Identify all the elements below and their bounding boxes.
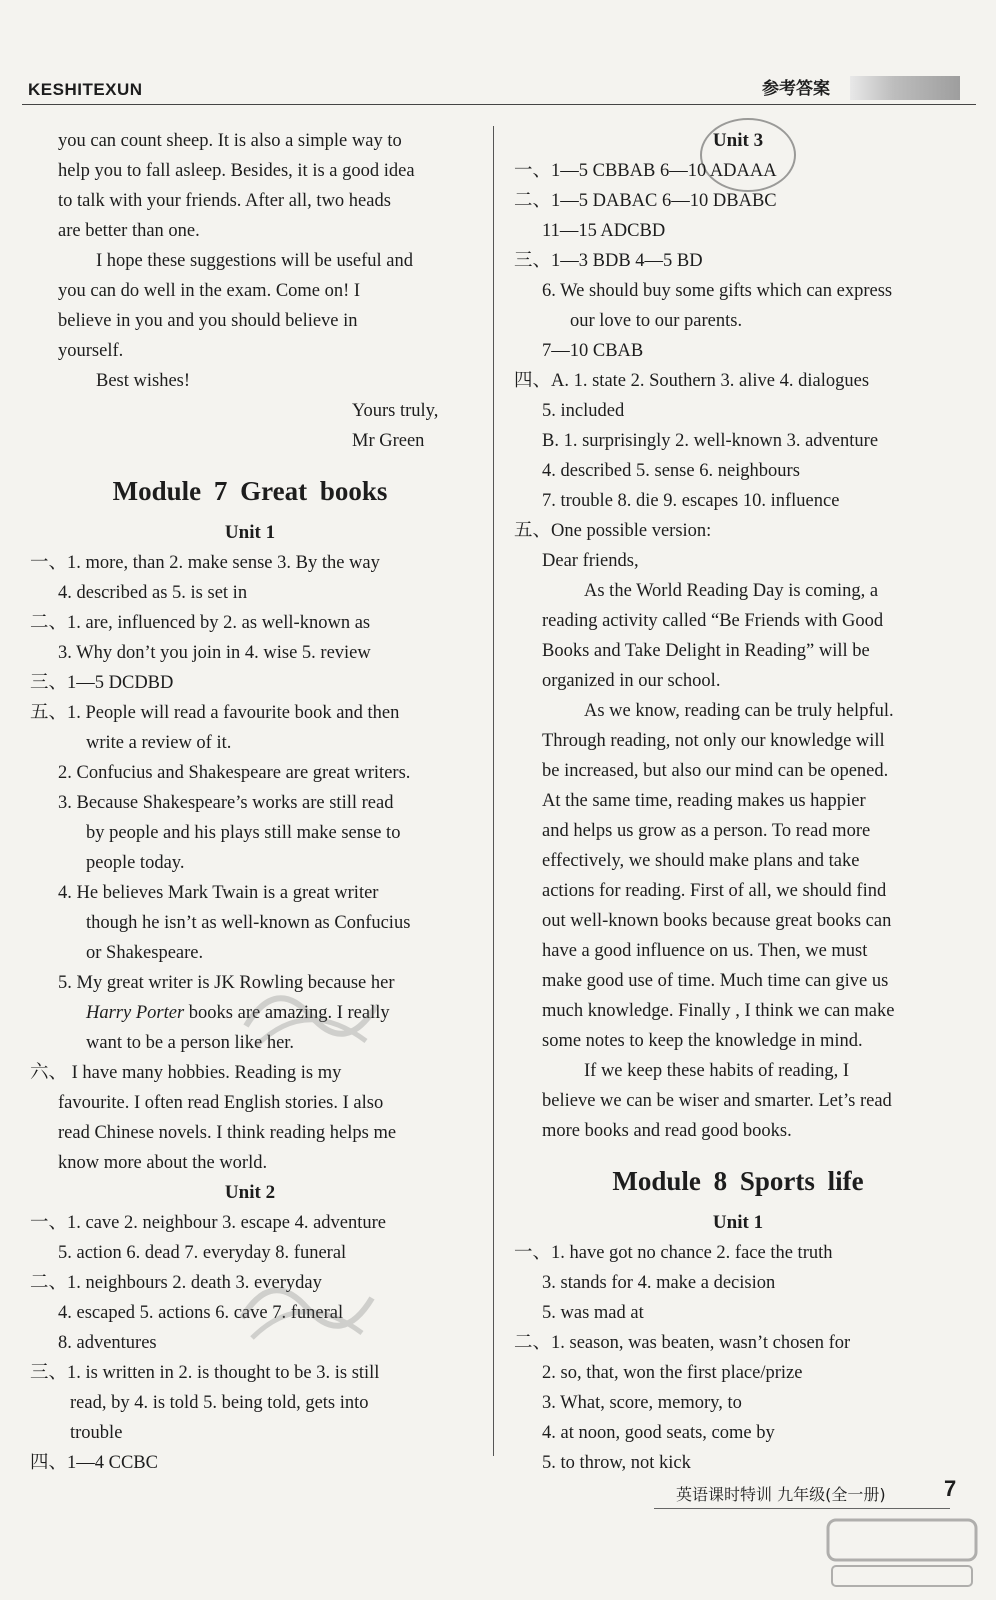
answer-line: our love to our parents. [570,311,743,331]
answer-line: 5. My great writer is JK Rowling because her [58,973,395,993]
answer-line: 8. adventures [58,1333,157,1353]
answer-line: 二、1. are, influenced by 2. as well-known as [30,613,371,633]
letter-line: you can do well in the exam. Come on! I [58,281,361,301]
answer-line: 4. He believes Mark Twain is a great writer [58,883,379,903]
answer-line: 3. Why don’t you join in 4. wise 5. review [58,643,371,663]
essay-line: reading activity called “Be Friends with Good [542,611,884,631]
answer-line: 5. to throw, not kick [542,1453,691,1473]
watermark-graphic [236,966,386,1056]
footer-book-title: 英语课时特训 九年级(全一册) [676,1485,886,1504]
essay-line: As the World Reading Day is coming, a [584,581,879,601]
module-8-title: Module 8 Sports life [612,1166,864,1196]
essay-line: organized in our school. [542,671,721,691]
answer-line: 2. Confucius and Shakespeare are great writers. [58,763,411,783]
letter-signoff: Yours truly, [352,401,439,421]
page-number: 7 [944,1476,957,1501]
essay-line: much knowledge. Finally , I think we can make [542,1001,895,1021]
essay-line: effectively, we should make plans and take [542,851,860,871]
answer-line: 7—10 CBAB [542,341,644,361]
answer-line: though he isn’t as well-known as Confucius [86,913,411,933]
answer-line: trouble [70,1423,123,1443]
answer-line: people today. [86,853,185,873]
answer-line: 六、 I have many hobbies. Reading is my [30,1063,342,1083]
header-section-title: 参考答案 [762,79,830,99]
answer-line: 4. described 5. sense 6. neighbours [542,461,800,481]
answer-line: 四、A. 1. state 2. Southern 3. alive 4. dialogues [514,371,870,391]
letter-signature: Mr Green [352,431,425,451]
book-title: Harry Porter [86,1003,185,1023]
site-logo-watermark [822,1512,982,1592]
essay-line: more books and read good books. [542,1121,792,1141]
header-rule [22,104,976,105]
letter-line: I hope these suggestions will be useful and [96,251,414,271]
answer-line: 3. stands for 4. make a decision [542,1273,776,1293]
answer-line: 5. included [542,401,625,421]
answer-text: books are amazing. I really [184,1003,390,1023]
answer-line: 一、1. have got no chance 2. face the truth [514,1243,833,1263]
letter-line: yourself. [58,341,124,361]
answer-line: Dear friends, [542,551,639,571]
letter-line: to talk with your friends. After all, two heads [58,191,391,211]
letter-line: you can count sheep. It is also a simple way to [58,131,402,151]
answer-line: 二、1. neighbours 2. death 3. everyday [30,1273,322,1293]
answer-line: 一、1. more, than 2. make sense 3. By the way [30,553,380,573]
essay-line: be increased, but also our mind can be opened. [542,761,889,781]
watermark-graphic [232,1258,382,1348]
answer-line: 7. trouble 8. die 9. escapes 10. influence [542,491,840,511]
answer-line: 6. We should buy some gifts which can express [542,281,893,301]
letter-closing: Best wishes! [96,371,191,391]
answer-line: 五、1. People will read a favourite book and then [30,703,400,723]
unit-3-title: Unit 3 [712,130,764,151]
answer-line: read, by 4. is told 5. being told, gets into [70,1393,369,1413]
letter-line: believe in you and you should believe in [58,311,358,331]
answer-line: read Chinese novels. I think reading helps me [58,1123,397,1143]
answer-line: B. 1. surprisingly 2. well-known 3. adventure [542,431,879,451]
letter-line: are better than one. [58,221,200,241]
module-7-title: Module 7 Great books [112,476,388,506]
letter-line: help you to fall asleep. Besides, it is a good idea [58,161,415,181]
answer-line: 四、1—4 CCBC [30,1453,158,1473]
header-brand: KESHITEXUN [28,80,143,99]
answer-line: 一、1—5 CBBAB 6—10 ADAAA [514,161,777,181]
answer-line: by people and his plays still make sense to [86,823,401,843]
answer-line: 五、One possible version: [514,521,712,541]
answer-line: 4. escaped 5. actions 6. cave 7. funeral [58,1303,344,1323]
essay-line: At the same time, reading makes us happier [542,791,866,811]
answer-line: want to be a person like her. [86,1033,295,1053]
essay-line: some notes to keep the knowledge in mind. [542,1031,863,1051]
essay-line: have a good influence on us. Then, we must [542,941,868,961]
answer-line: 3. Because Shakespeare’s works are still read [58,793,394,813]
essay-line: As we know, reading can be truly helpful. [584,701,894,721]
footer-rule [654,1508,950,1509]
answer-line: 4. described as 5. is set in [58,583,248,603]
answer-line: write a review of it. [86,733,232,753]
answer-line: 二、1—5 DABAC 6—10 DBABC [514,191,777,211]
answer-line: 二、1. season, was beaten, wasn’t chosen for [514,1333,851,1353]
answer-line: 11—15 ADCBD [542,221,666,241]
answer-line: know more about the world. [58,1153,268,1173]
header-decor-bar [850,76,960,100]
answer-line: 三、1—5 DCDBD [30,673,174,693]
essay-line: and helps us grow as a person. To read more [542,821,871,841]
essay-line: Through reading, not only our knowledge will [542,731,885,751]
answer-line: or Shakespeare. [86,943,204,963]
m8-unit-1-title: Unit 1 [712,1212,764,1233]
right-column [514,126,962,1478]
unit-2-title: Unit 2 [224,1182,276,1203]
answer-line: 三、1. is written in 2. is thought to be 3. is still [30,1363,380,1383]
answer-line: 5. action 6. dead 7. everyday 8. funeral [58,1243,347,1263]
unit-1-title: Unit 1 [224,522,276,543]
answer-line: 5. was mad at [542,1303,644,1323]
answer-line: 4. at noon, good seats, come by [542,1423,775,1443]
essay-line: actions for reading. First of all, we should find [542,881,887,901]
essay-line: believe we can be wiser and smarter. Let’s read [542,1091,892,1111]
column-divider [493,126,494,1456]
answer-line: 3. What, score, memory, to [542,1393,742,1413]
answer-line: 2. so, that, won the first place/prize [542,1363,803,1383]
essay-line: make good use of time. Much time can give us [542,971,889,991]
essay-line: Books and Take Delight in Reading” will be [542,641,870,661]
answer-line: 一、1. cave 2. neighbour 3. escape 4. adventure [30,1213,386,1233]
answer-line: favourite. I often read English stories. I also [58,1093,384,1113]
essay-line: If we keep these habits of reading, I [584,1061,850,1081]
essay-line: out well-known books because great books can [542,911,892,931]
answer-line: 三、1—3 BDB 4—5 BD [514,251,703,271]
